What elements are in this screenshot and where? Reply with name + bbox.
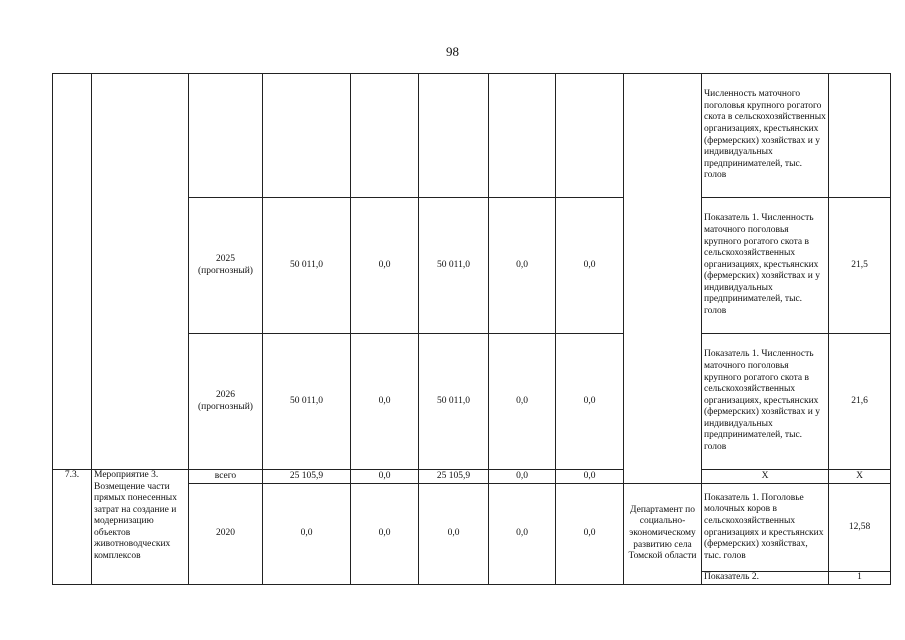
indicator-value-cell: 21,5 [829,198,891,334]
table-row [53,74,891,198]
local-cell: 0,0 [489,334,556,470]
regional-cell: 25 105,9 [419,470,489,484]
name-cell-empty [92,74,189,470]
indicator-cell: Показатель 1. Поголовье молочных коров в сельскохозяйственных организациях и крестьянских (фермерских) хозяйствах, тыс. голов [702,484,829,572]
table-row [53,470,891,484]
indicator-value-cell: 21,6 [829,334,891,470]
indicator-value-cell: Х [829,470,891,484]
indicator-cell: Х [702,470,829,484]
period-cell: всего [189,470,263,484]
indicator-cell: Показатель 1. Численность маточного поголовья крупного рогатого скота в сельскохозяйственных организациях, крестьянских (фермерских) хозяйствах и у индивидуальных предпринимателей, тыс. голов [702,198,829,334]
year-cell: 2020 [189,484,263,585]
executor-cell: Департамент по социально-экономическому развитию села Томской области [624,484,702,585]
federal-cell: 0,0 [351,470,419,484]
regional-cell: 50 011,0 [419,334,489,470]
indicator-value-cell: 12,58 [829,484,891,572]
extra-budget-cell: 0,0 [556,484,624,585]
regional-cell: 50 011,0 [419,198,489,334]
indicator-cell: Показатель 1. Численность маточного поголовья крупного рогатого скота в сельскохозяйственных организациях, крестьянских (фермерских) хозяйствах и у индивидуальных предпринимателей, тыс. голов [702,334,829,470]
federal-cell: 0,0 [351,334,419,470]
indicator-value-cell: 1 [829,572,891,585]
regional-cell: 0,0 [419,484,489,585]
executor-cell-empty [624,74,702,484]
indicator-cell: Численность маточного поголовья крупного рогатого скота в сельскохозяйственных организациях, крестьянских (фермерских) хозяйствах и у индивидуальных предпринимателей, тыс. голов [702,74,829,198]
federal-cell: 0,0 [351,484,419,585]
num-cell-empty [53,74,92,470]
indicator-cell: Показатель 2. [702,572,829,585]
local-cell: 0,0 [489,484,556,585]
measure-number: 7.3. [53,470,92,585]
page-number: 98 [446,44,459,59]
year-cell: 2025 (прогнозный) [189,198,263,334]
program-table [52,73,891,585]
federal-cell: 0,0 [351,198,419,334]
extra-budget-cell: 0,0 [556,334,624,470]
total-cell: 25 105,9 [263,470,351,484]
total-cell: 50 011,0 [263,334,351,470]
extra-budget-cell: 0,0 [556,470,624,484]
measure-name: Мероприятие 3. Возмещение части прямых понесенных затрат на создание и модернизацию объектов животноводческих комплексов [92,470,189,585]
total-cell: 0,0 [263,484,351,585]
local-cell: 0,0 [489,470,556,484]
year-cell: 2026 (прогнозный) [189,334,263,470]
local-cell: 0,0 [489,198,556,334]
total-cell: 50 011,0 [263,198,351,334]
extra-budget-cell: 0,0 [556,198,624,334]
